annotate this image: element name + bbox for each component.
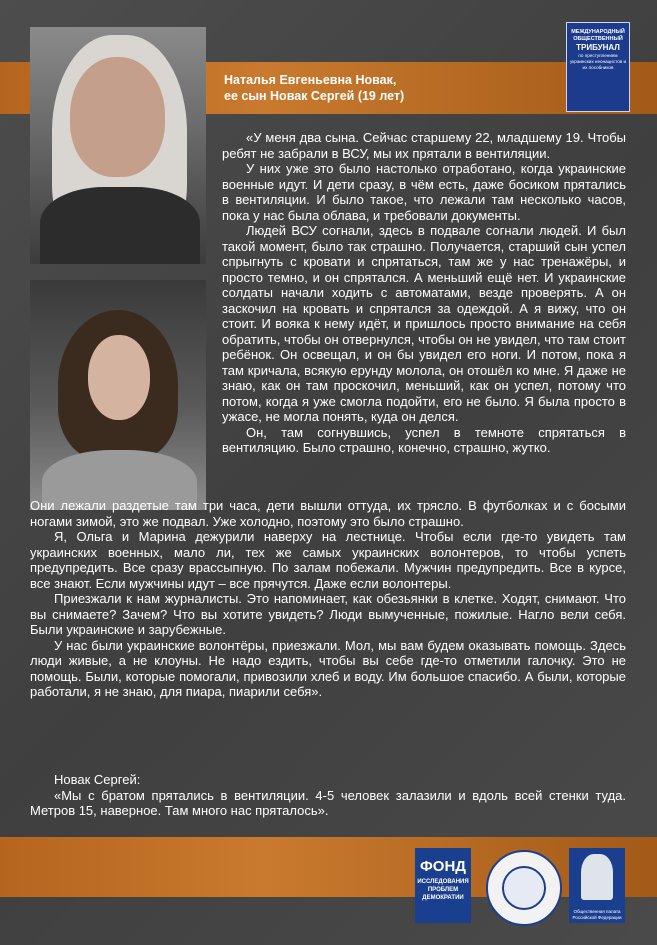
testimony-paragraph: У нас были украинские волонтёры, приезжали. Мол, мы вам будем оказывать помощь. Здесь люди живые, а не клоуны. Не надо ездить, чтобы вы себе где-то отметили галочку. Это не помощь. Были, которые помогали, привозили хлеб и воду. Им большое спасибо. А были, которые работали, я не знаю, для пиара, пиарили себя». bbox=[30, 637, 626, 699]
caption-line-1: Наталья Евгеньевна Новак, bbox=[224, 73, 397, 87]
globe-icon bbox=[502, 866, 546, 910]
tribunal-logo-line-3: ТРИБУНАЛ bbox=[576, 43, 620, 52]
photo-sergey bbox=[30, 280, 206, 510]
tribunal-logo-line-1: МЕЖДУНАРОДНЫЙ bbox=[571, 29, 625, 35]
testimony-paragraph: Приезжали к нам журналисты. Это напоминает, как обезьянки в клетке. Ходят, снимают. Что вы снимаете? Зачем? Что вы хотите увидеть? Люди вымученные, пожилые. Нагло вели себя. Были украинские и зарубежные. bbox=[30, 591, 626, 637]
sergey-quote: «Мы с братом прятались в вентиляции. 4-5 человек залазили и вдоль всей стенки туда. Метров 15, наверное. Там много нас пряталось». bbox=[30, 787, 626, 818]
testimony-paragraph: «У меня два сына. Сейчас старшему 22, младшему 19. Чтобы ребят не забрали в ВСУ, мы их прятали в вентиляции. bbox=[222, 130, 626, 161]
fond-logo-line-4: ДЕМОКРАТИИ bbox=[422, 895, 464, 901]
tribunal-logo bbox=[566, 22, 630, 112]
testimony-lower bbox=[30, 498, 626, 700]
statue-icon bbox=[581, 854, 613, 900]
tribunal-logo-line-4: по преступлениям украинских неонацистов и их пособников bbox=[569, 53, 627, 70]
fond-logo-line-3: ПРОБЛЕМ bbox=[427, 887, 459, 893]
fond-logo bbox=[415, 848, 471, 923]
public-chamber-caption: Общественная палата Российской Федерации bbox=[572, 909, 622, 920]
fond-logo-line-2: ИССЛЕДОВАНИЯ bbox=[417, 879, 469, 885]
testimony-paragraph: Они лежали раздетые там три часа, дети вышли оттуда, их трясло. В футболках и с босыми ногами зимой, это же подвал. Уже холодно, поэтому это было страшно. bbox=[30, 498, 626, 529]
fond-logo-line-1: ФОНД bbox=[420, 858, 466, 875]
round-emblem-logo bbox=[486, 850, 562, 926]
public-chamber-logo bbox=[569, 848, 625, 923]
caption-line-2: ее сын Новак Сергей (19 лет) bbox=[224, 89, 405, 103]
sergey-name: Новак Сергей: bbox=[54, 772, 141, 787]
photo-caption bbox=[224, 72, 404, 104]
tribunal-logo-line-2: ОБЩЕСТВЕННЫЙ bbox=[573, 36, 623, 42]
testimony-paragraph: У них уже это было настолько отработано, когда украинские военные идут. И дети сразу, в чём есть, даже босиком прятались в вентиляции. И было такое, что лежали там несколько часов, пока у нас была облава, и требовали документы. bbox=[222, 161, 626, 223]
testimony-paragraph: Людей ВСУ согнали, здесь в подвале согнали людей. И был такой момент, было так страшно. Получается, старший сын успел спрыгнуть с кровати и спрятаться, там же у нас тренажёры, и просто темно, и он спрятался. А меньший ещё нет. И украинские солдаты начали ходить с автоматами, везде проверять. А он заскочил на кровать и спрятался за одеждой. А я вижу, что он стоит. И вояка к нему идёт, и пришлось просто внимание на себя обратить, чтобы он отвернулся, чтобы он не увидел, что там стоит ребёнок. Он освещал, и он бы увидел его ноги. И потом, пока я там кричала, всякую ерунду молола, он отошёл ко мне. Я даже не знаю, как он там проскочил, меньший, как он успел, потому что потом, когда я уже смогла подойти, его не было. Я была просто в ужасе, не могла понять, куда он делся. bbox=[222, 223, 626, 424]
sergey-testimony bbox=[30, 772, 626, 819]
testimony-upper bbox=[222, 130, 626, 456]
testimony-paragraph: Он, там согнувшись, успел в темноте спрятаться в вентиляцию. Было страшно, конечно, страшно, жутко. bbox=[222, 424, 626, 455]
photo-natalia bbox=[30, 27, 206, 264]
testimony-paragraph: Я, Ольга и Марина дежурили наверху на лестнице. Чтобы если где-то увидеть там украинских военных, мало ли, тех же самых украинских волонтеров, то чтобы успеть предупредить. Все сразу врассыпную. По залам побежали. Мужчин предупредить. Все в курсе, все знают. Если мужчины идут – все прячутся. Даже если волонтеры. bbox=[30, 529, 626, 591]
